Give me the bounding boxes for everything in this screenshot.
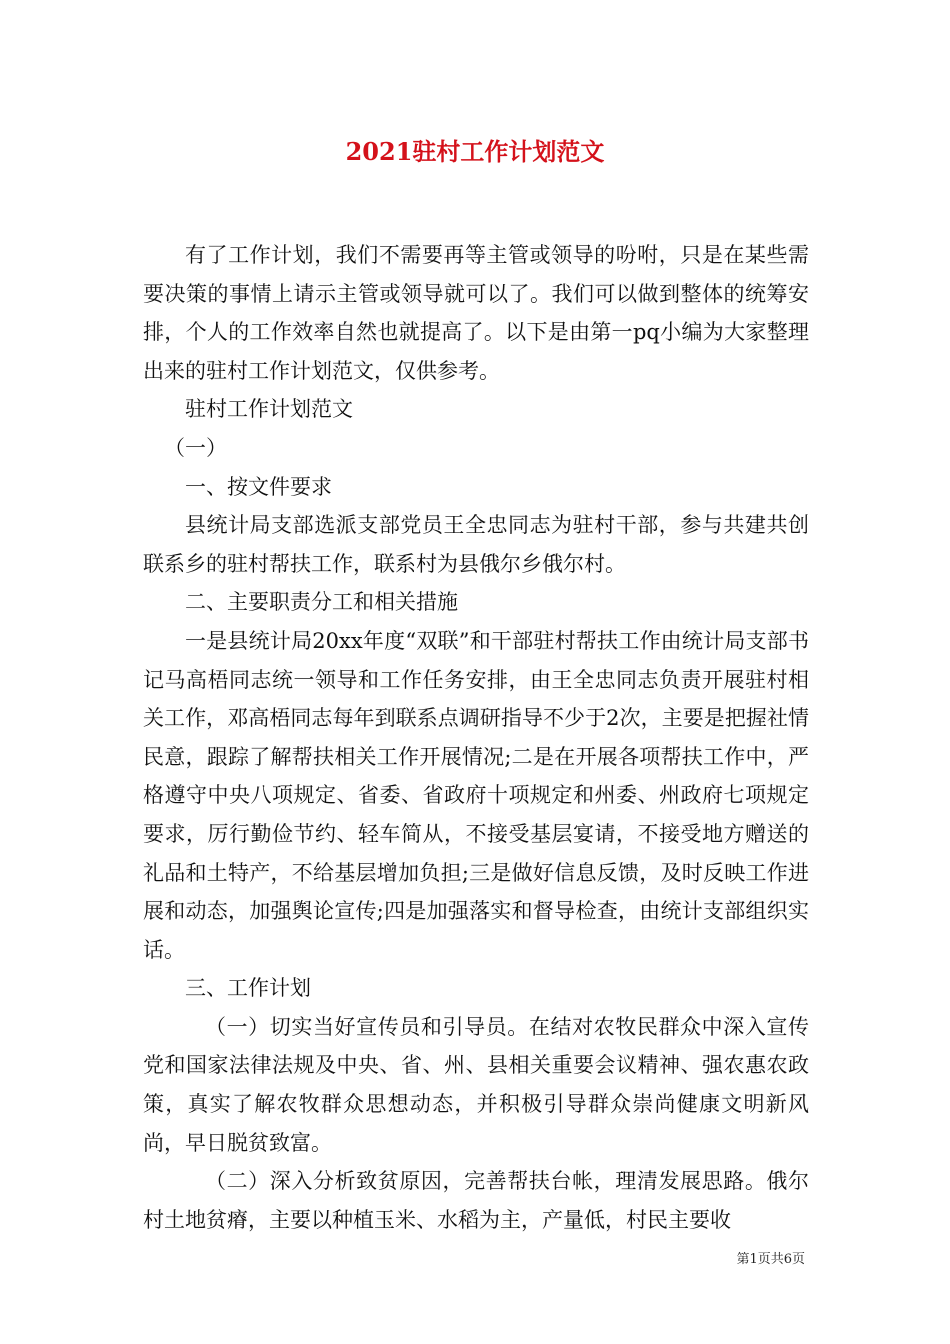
page-number: 第1页共6页 xyxy=(736,1252,805,1267)
document-body xyxy=(143,236,809,1239)
heading-1: 一、按文件要求 xyxy=(185,474,332,499)
plan-item-1: （一）切实当好宣传员和引导员。在结对农牧民群众中深入宣传党和国家法律法规及中央、省、州、县相关重要会议精神、强农惠农政策，真实了解农牧群众思想动态，并积极引导群众崇尚健康文明新风尚，早日脱贫致富。 xyxy=(143,1014,809,1155)
paragraph-1: 县统计局支部选派支部党员王全忠同志为驻村干部，参与共建共创联系乡的驻村帮扶工作，联系村为县俄尔乡俄尔村。 xyxy=(143,513,809,576)
intro-paragraph: 有了工作计划，我们不需要再等主管或领导的吩咐，只是在某些需要决策的事情上请示主管或领导就可以了。我们可以做到整体的统筹安排，个人的工作效率自然也就提高了。以下是由第一pq小编为大家整理出来的驻村工作计划范文，仅供参考。 xyxy=(143,243,809,383)
section-marker: （一） xyxy=(164,435,227,460)
subtitle-line: 驻村工作计划范文 xyxy=(185,397,353,422)
paragraph-2: 一是县统计局20xx年度“双联”和干部驻村帮扶工作由统计局支部书记马高梧同志统一领导和工作任务安排，由王全忠同志负责开展驻村相关工作，邓高梧同志每年到联系点调研指导不少于2次，主要是把握社情民意，跟踪了解帮扶相关工作开展情况;二是在开展各项帮扶工作中，严格遵守中央八项规定、省委、省政府十项规定和州委、州政府七项规定要求，厉行勤俭节约、轻车简从，不接受基层宴请，不接受地方赠送的礼品和土特产，不给基层增加负担;三是做好信息反馈，及时反映工作进展和动态，加强舆论宣传;四是加强落实和督导检查，由统计支部组织实话。 xyxy=(143,628,809,962)
plan-item-2: （二）深入分析致贫原因，完善帮扶台帐，理清发展思路。俄尔村土地贫瘠，主要以种植玉米、水稻为主，产量低，村民主要收 xyxy=(143,1169,809,1232)
document-title: 2021驻村工作计划范文 xyxy=(345,137,605,166)
heading-2: 二、主要职责分工和相关措施 xyxy=(185,590,458,615)
heading-3: 三、工作计划 xyxy=(185,976,311,1001)
